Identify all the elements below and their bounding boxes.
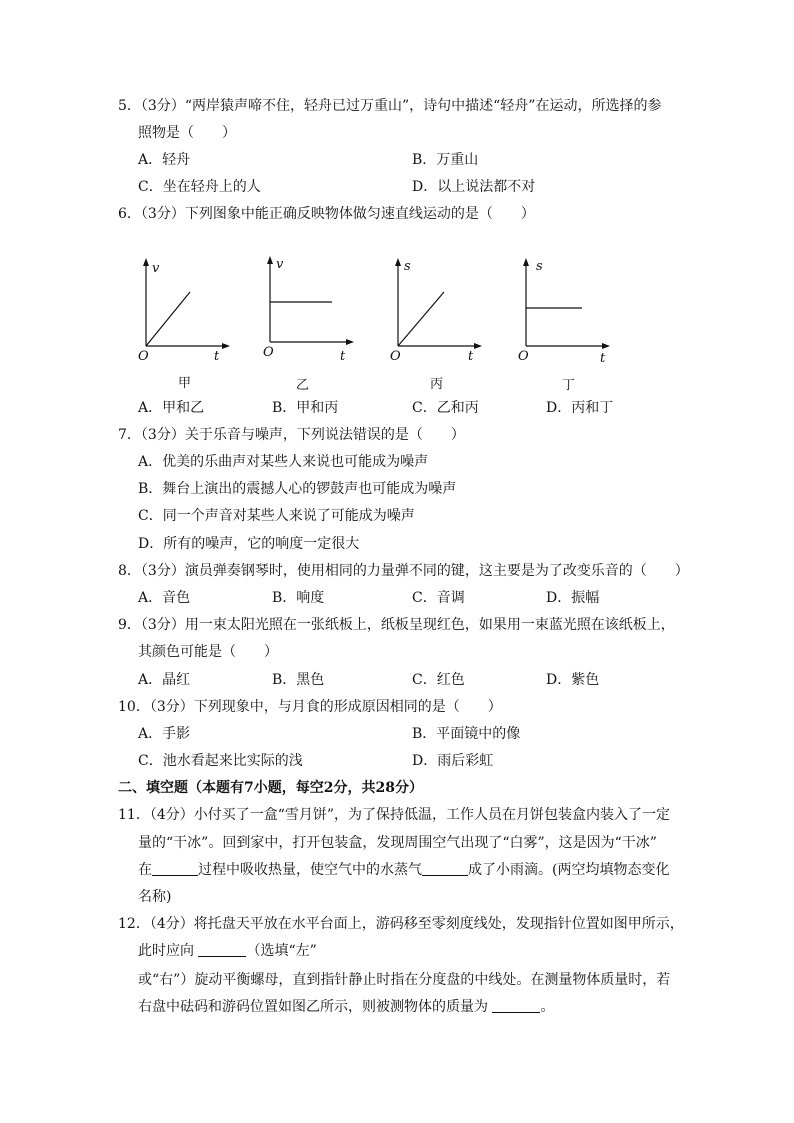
- q9-stem-line1: 9．（3分）用一束太阳光照在一张纸板上，纸板呈现红色，如果用一束蓝光照在该纸板上，: [118, 617, 675, 633]
- q7-option-a: A．优美的乐曲声对某些人来说也可能成为噪声: [138, 454, 429, 470]
- q9-option-b: B．黑色: [272, 672, 325, 688]
- q12-line2: [138, 941, 317, 961]
- q11-line3-part2: 过程中吸收热量，使空气中的水蒸气: [198, 862, 422, 878]
- q12-line4-part1: 右盘中砝码和游码位置如图乙所示，则被测物体的质量为: [138, 999, 493, 1015]
- q8-option-a: A．音色: [138, 590, 191, 606]
- graph-yi-svg: [260, 254, 360, 364]
- y-axis-arrow: [395, 258, 401, 266]
- q7-option-b: B．舞台上演出的震撼人心的锣鼓声也可能成为噪声: [138, 481, 457, 497]
- graph-ding: [516, 256, 616, 370]
- q7-option-c: C．同一个声音对某些人来说了可能成为噪声: [138, 508, 415, 524]
- q9-option-c: C．红色: [412, 672, 465, 688]
- q10-option-a: A．手影: [138, 726, 191, 742]
- origin-label: O: [138, 349, 149, 364]
- q9-option-d: D．紫色: [546, 672, 600, 688]
- q9-stem-line2: 其颜色可能是（ ）: [138, 644, 278, 660]
- q12-line4: [138, 997, 554, 1017]
- q11-blank-1[interactable]: [152, 861, 198, 876]
- q12-line4-part2: 。: [540, 999, 555, 1015]
- x-label: t: [600, 351, 606, 366]
- q6-option-a: A．甲和乙: [138, 400, 205, 416]
- q5-stem-line2: 照物是（ ）: [138, 125, 236, 141]
- x-label: t: [468, 349, 474, 364]
- q10-option-d: D．雨后彩虹: [412, 753, 494, 769]
- graph-caption-ding: 丁: [562, 378, 576, 393]
- y-label: v: [276, 257, 284, 272]
- origin-label: O: [518, 349, 529, 364]
- graph-jia-svg: [136, 256, 236, 366]
- q12-line2-part2: （选填“左”: [246, 943, 317, 959]
- q10-stem: 10．（3分）下列现象中，与月食的形成原因相同的是（ ）: [118, 699, 502, 715]
- q11-line3-part3: 成了小雨滴。(两空均填物态变化: [468, 862, 670, 878]
- q11-line3-part1: 在: [138, 862, 152, 878]
- origin-label: O: [390, 349, 401, 364]
- y-axis-arrow: [143, 258, 149, 266]
- q7-stem: 7．（3分）关于乐音与噪声，下列说法错误的是（ ）: [118, 427, 465, 443]
- q12-line2-part1: 此时应向: [138, 943, 199, 959]
- q5-option-c: C．坐在轻舟上的人: [138, 179, 261, 195]
- q8-option-d: D．振幅: [546, 590, 600, 606]
- y-label: v: [152, 261, 160, 276]
- graph-jia: [136, 256, 236, 370]
- q6-option-b: B．甲和丙: [272, 400, 339, 416]
- x-axis-arrow: [222, 343, 230, 349]
- q11-line1: 11．（4分）小付买了一盒“雪月饼”，为了保持低温，工作人员在月饼包装盒内装入了一定: [118, 807, 671, 823]
- y-axis-arrow: [523, 258, 529, 266]
- q11-blank-2[interactable]: [422, 861, 468, 876]
- graph-ding-svg: [516, 256, 616, 366]
- q12-line1: 12．（4分）将托盘天平放在水平台面上，游码移至零刻度线处，发现指针位置如图甲所示，: [118, 916, 684, 932]
- q11-line4: 名称): [138, 889, 172, 905]
- q7-option-d: D．所有的噪声，它的响度一定很大: [138, 536, 360, 552]
- q6-option-d: D．丙和丁: [546, 400, 614, 416]
- x-axis-arrow: [602, 343, 610, 349]
- graph-bing: [388, 256, 488, 370]
- q5-option-a: A．轻舟: [138, 152, 191, 168]
- q8-option-b: B．响度: [272, 590, 325, 606]
- graph-caption-yi: 乙: [296, 378, 310, 393]
- x-axis-arrow: [346, 339, 354, 345]
- x-label: t: [340, 349, 346, 364]
- y-label: s: [404, 259, 411, 274]
- q12-blank-2[interactable]: [492, 998, 540, 1013]
- q12-line3: 或“右”）旋动平衡螺母，直到指针静止时指在分度盘的中线处。在测量物体质量时，若: [138, 972, 671, 988]
- q8-stem: 8．（3分）演员弹奏钢琴时，使用相同的力量弹不同的键，这主要是为了改变乐音的（ ）: [118, 563, 689, 579]
- q5-option-b: B．万重山: [412, 152, 479, 168]
- q12-blank-1[interactable]: [198, 942, 246, 957]
- origin-label: O: [263, 345, 274, 360]
- q10-option-b: B．平面镜中的像: [412, 726, 521, 742]
- x-axis-arrow: [474, 343, 482, 349]
- q6-option-c: C．乙和丙: [412, 400, 479, 416]
- graph-bing-svg: [388, 256, 488, 366]
- graph-yi: [260, 254, 360, 368]
- x-label: t: [214, 349, 220, 364]
- q5-option-d: D．以上说法都不对: [412, 179, 536, 195]
- q11-line2: 量的“干冰”。回到家中，打开包装盒，发现周围空气出现了“白雾”，这是因为“干冰”: [138, 835, 657, 851]
- y-label: s: [536, 259, 543, 274]
- graph-caption-jia: 甲: [178, 376, 192, 391]
- q6-stem: 6．（3分）下列图象中能正确反映物体做匀速直线运动的是（ ）: [118, 206, 535, 222]
- q10-option-c: C．池水看起来比实际的浅: [138, 753, 303, 769]
- q9-option-a: A．晶红: [138, 672, 191, 688]
- y-axis-arrow: [267, 256, 273, 264]
- graph-line: [398, 292, 444, 346]
- graph-line: [146, 292, 190, 346]
- section2-heading: 二、填空题（本题有7小题，每空2分，共28分）: [118, 780, 423, 796]
- graph-caption-bing: 丙: [430, 377, 444, 392]
- q5-stem-line1: 5．（3分）“两岸猿声啼不住，轻舟已过万重山”，诗句中描述“轻舟”在运动，所选择的参: [118, 98, 662, 114]
- q11-line3: [138, 860, 669, 880]
- q8-option-c: C．音调: [412, 590, 465, 606]
